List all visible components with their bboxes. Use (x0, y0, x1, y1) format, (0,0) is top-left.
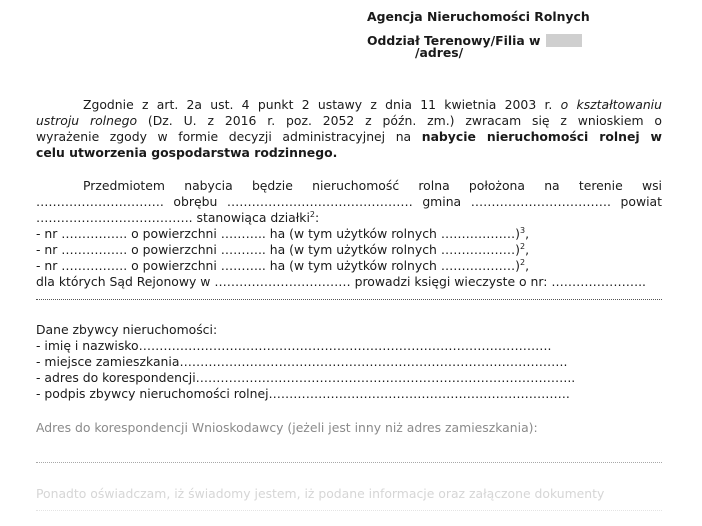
para1-text: Zgodnie z art. 2a ust. 4 punkt 2 ustawy z dnia 11 kwietnia 2003 r. (83, 97, 553, 112)
request-subject-part1: nabycie nieruchomości rolnej w (421, 129, 662, 144)
branch-label: Oddział Terenowy/Filia w (367, 33, 541, 48)
punct: : (315, 210, 320, 225)
seller-heading: Dane zbywcy nieruchomości: (36, 322, 218, 337)
seller-residence-field: - miejsce zamieszkania…………………………………………………………………………………. (36, 354, 568, 369)
footnote-marker: 2 (520, 242, 526, 251)
plot-line-1 (36, 226, 529, 241)
para2-line1: Przedmiotem nabycia będzie nieruchomość rolna położona na terenie wsi (83, 178, 662, 193)
punct: , (525, 242, 530, 257)
para1-line3 (36, 129, 662, 144)
seller-correspondence-field: - adres do korespondencji……………………………………………………………………………….. (36, 370, 576, 385)
footnote-marker: 3 (520, 226, 526, 235)
footnote-marker: 2 (309, 210, 315, 219)
plot-text: - nr ……………. o powierzchni ……….. ha (w tym użytków rolnych ………………) (36, 226, 521, 241)
applicant-address-line (36, 462, 662, 463)
plots-intro: ……………………………….. stanowiąca działki (36, 210, 310, 225)
punct: , (525, 258, 530, 273)
seller-name-field: - imię i nazwisko………………………………………………………………………………………. (36, 338, 552, 353)
para1-text: wyrażenie zgody w formie decyzji administracyjnej na (36, 129, 412, 144)
applicant-address-label: Adres do korespondencji Wnioskodawcy (jeżeli jest inny niż adres zamieszkania): (36, 420, 538, 435)
plot-line-2 (36, 242, 529, 257)
para1-text: (Dz. U. z 2016 r. poz. 2052 z późn. zm.) zwracam się z wnioskiem o (147, 113, 662, 128)
para1-line2 (36, 113, 662, 128)
plot-text: - nr ……………. o powierzchni ……….. ha (w tym użytków rolnych ………………) (36, 242, 521, 257)
statement-text: Ponadto oświadczam, iż świadomy jestem, iż podane informacje oraz załączone dokumenty (36, 486, 605, 501)
act-title-part2: ustroju rolnego (36, 113, 138, 128)
branch-line (367, 33, 582, 48)
plot-text: - nr ……………. o powierzchni ……….. ha (w tym użytków rolnych ………………) (36, 258, 521, 273)
seller-signature-field: - podpis zbywcy nieruchomości rolnej………………………………………………………………. (36, 386, 570, 401)
agency-name: Agencja Nieruchomości Rolnych (367, 9, 590, 24)
para2-line3 (36, 210, 319, 225)
footnote-marker: 2 (520, 258, 526, 267)
punct: , (525, 226, 530, 241)
plot-line-3 (36, 258, 529, 273)
address-placeholder: /adres/ (415, 45, 464, 60)
request-subject-part2: celu utworzenia gospodarstwa rodzinnego. (36, 145, 338, 160)
act-title-part1: o kształtowaniu (560, 97, 662, 112)
redacted-location (546, 34, 582, 47)
land-register-line: dla których Sąd Rejonowy w …………………………… prowadzi księgi wieczyste o nr: ………………….. (36, 274, 646, 289)
para1-line1 (36, 97, 662, 112)
para2-line2: …………………………. obrębu ……………………………………… gmina ……………………………. powiat (36, 194, 662, 209)
fill-in-line (36, 299, 662, 300)
faded-line (36, 510, 662, 511)
